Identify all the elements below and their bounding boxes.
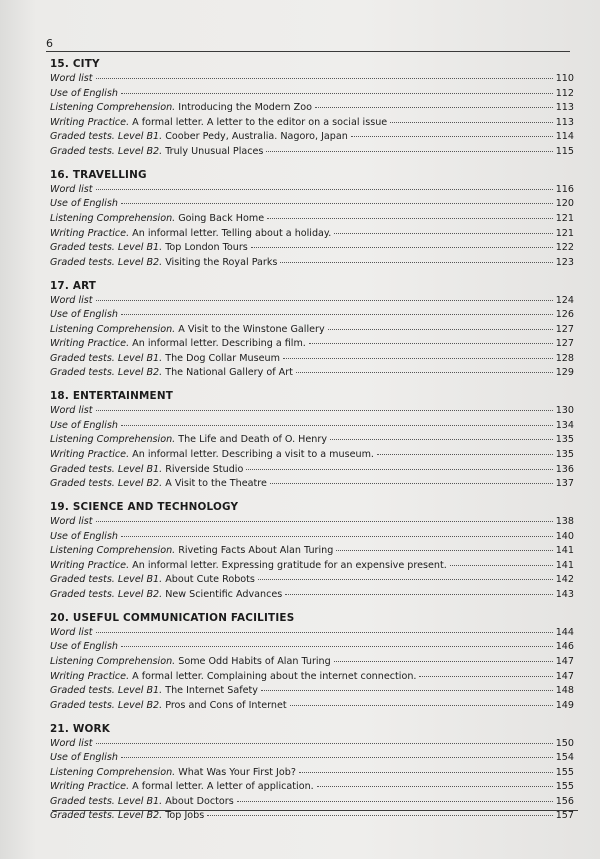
entry-title: A formal letter. Complaining about the internet connection.: [132, 670, 417, 682]
entry-kind: Word list: [50, 183, 93, 195]
entry-title: Riverside Studio: [165, 463, 244, 475]
entry-page-number: 157: [555, 810, 574, 822]
dot-leader: [237, 801, 553, 802]
toc-entry: [50, 655, 574, 670]
toc-entry: [50, 72, 574, 87]
entry-kind: Graded tests. Level B2: [50, 588, 160, 600]
entry-title: An informal letter. Telling about a holiday.: [132, 227, 332, 239]
entry-title: Some Odd Habits of Alan Turing: [178, 655, 331, 667]
section-title: 21. WORK: [50, 722, 110, 735]
entry-separator: .: [159, 242, 163, 254]
entry-kind: Listening Comprehension: [50, 212, 173, 224]
section-title: 17. ART: [50, 279, 97, 292]
toc-section: [50, 499, 574, 603]
entry-kind: Use of English: [50, 641, 118, 653]
toc-entry: [50, 670, 574, 685]
bottom-rule: [52, 810, 578, 811]
entry-kind: Word list: [50, 73, 93, 84]
toc-entry: [50, 256, 574, 271]
entry-separator: .: [172, 545, 176, 557]
entry-page-number: 141: [555, 559, 574, 571]
entry-title: Going Back Home: [178, 212, 265, 224]
toc-entry: [50, 515, 574, 530]
entry-title: Truly Unusual Places: [165, 145, 264, 157]
entry-separator: .: [159, 588, 163, 600]
entry-page-number: 149: [555, 699, 574, 711]
entry-kind: Graded tests. Level B1: [50, 574, 160, 586]
entry-kind: Use of English: [50, 309, 118, 321]
section-title: 18. ENTERTAINMENT: [50, 390, 174, 403]
toc-entry: [50, 116, 574, 131]
entry-kind: Listening Comprehension: [50, 323, 173, 335]
toc-section: [50, 167, 574, 271]
entry-separator: .: [159, 367, 163, 379]
entry-title: An informal letter. Expressing gratitude for an expensive present.: [132, 559, 447, 571]
entry-separator: .: [126, 559, 130, 571]
toc-entry: [50, 588, 574, 603]
dot-leader: [285, 594, 552, 595]
entry-title: Top London Tours: [165, 242, 248, 254]
toc-entry: [50, 477, 574, 492]
dot-leader: [270, 483, 553, 484]
entry-separator: .: [159, 810, 163, 822]
entry-title: About Doctors: [165, 795, 234, 807]
entry-title: What Was Your First Job?: [178, 766, 296, 778]
dot-leader: [96, 300, 553, 301]
entry-page-number: 115: [555, 145, 574, 157]
toc-entry: [50, 308, 574, 323]
entry-kind: Listening Comprehension: [50, 545, 173, 557]
entry-page-number: 122: [555, 242, 574, 254]
entry-kind: Listening Comprehension: [50, 102, 173, 114]
entry-page-number: 135: [555, 434, 574, 446]
dot-leader: [450, 565, 553, 566]
entry-title: An informal letter. Describing a visit to a museum.: [132, 449, 374, 461]
dot-leader: [419, 676, 552, 677]
entry-page-number: 141: [555, 545, 574, 557]
toc-entry: [50, 640, 574, 655]
entry-page-number: 126: [555, 309, 574, 321]
entry-page-number: 127: [555, 338, 574, 350]
entry-kind: Word list: [50, 294, 93, 306]
entry-page-number: 113: [555, 116, 574, 128]
toc-entry: [50, 294, 574, 309]
toc-entry: [50, 626, 574, 641]
toc-entry: [50, 337, 574, 352]
toc-entry: [50, 352, 574, 367]
dot-leader: [96, 78, 553, 79]
dot-leader: [121, 93, 553, 94]
entry-page-number: 156: [555, 795, 574, 807]
entry-separator: .: [126, 670, 130, 682]
toc-section: [50, 278, 574, 382]
entry-kind: Writing Practice: [50, 559, 127, 571]
entry-separator: .: [172, 655, 176, 667]
entry-kind: Word list: [50, 737, 93, 749]
toc-entry: [50, 780, 574, 795]
entry-kind: Writing Practice: [50, 449, 127, 461]
dot-leader: [283, 358, 553, 359]
entry-kind: Writing Practice: [50, 338, 127, 350]
entry-kind: Graded tests. Level B2: [50, 367, 160, 379]
dot-leader: [351, 136, 553, 137]
dot-leader: [328, 329, 553, 330]
entry-kind: Graded tests. Level B2: [50, 145, 160, 157]
entry-kind: Use of English: [50, 530, 118, 542]
entry-separator: .: [126, 338, 130, 350]
entry-page-number: 129: [555, 367, 574, 379]
entry-page-number: 130: [555, 405, 574, 417]
toc-entry: [50, 559, 574, 574]
dot-leader: [96, 410, 553, 411]
entry-title: Top Jobs: [165, 810, 205, 822]
entry-kind: Writing Practice: [50, 116, 127, 128]
dot-leader: [261, 690, 553, 691]
entry-page-number: 124: [555, 294, 574, 306]
entry-title: The Life and Death of O. Henry: [178, 434, 328, 446]
entry-separator: .: [172, 102, 176, 114]
entry-page-number: 155: [555, 781, 574, 793]
entry-page-number: 110: [555, 73, 574, 84]
dot-leader: [330, 439, 553, 440]
toc-entry: [50, 809, 574, 824]
dot-leader: [317, 786, 553, 787]
entry-page-number: 147: [555, 655, 574, 667]
table-of-contents: [50, 56, 574, 831]
entry-title: An informal letter. Describing a film.: [132, 338, 306, 350]
dot-leader: [296, 372, 553, 373]
dot-leader: [96, 632, 553, 633]
entry-page-number: 127: [555, 323, 574, 335]
entry-page-number: 112: [555, 87, 574, 99]
entry-page-number: 121: [555, 212, 574, 224]
dot-leader: [309, 343, 553, 344]
toc-section: [50, 388, 574, 492]
entry-separator: .: [159, 463, 163, 475]
entry-kind: Use of English: [50, 419, 118, 431]
entry-kind: Listening Comprehension: [50, 766, 173, 778]
dot-leader: [280, 262, 552, 263]
entry-page-number: 116: [555, 183, 574, 195]
entry-kind: Word list: [50, 626, 93, 638]
dot-leader: [246, 469, 552, 470]
toc-section: [50, 721, 574, 825]
dot-leader: [267, 218, 553, 219]
entry-title: A Visit to the Theatre: [165, 478, 267, 490]
entry-page-number: 148: [555, 685, 574, 697]
entry-separator: .: [159, 699, 163, 711]
entry-page-number: 134: [555, 419, 574, 431]
toc-entry: [50, 241, 574, 256]
entry-separator: .: [172, 766, 176, 778]
entry-page-number: 137: [555, 478, 574, 490]
toc-entry: [50, 197, 574, 212]
dot-leader: [299, 772, 553, 773]
entry-kind: Writing Practice: [50, 781, 127, 793]
toc-entry: [50, 323, 574, 338]
entry-page-number: 155: [555, 766, 574, 778]
entry-separator: .: [126, 781, 130, 793]
entry-kind: Use of English: [50, 752, 118, 764]
entry-kind: Graded tests. Level B2: [50, 478, 160, 490]
toc-entry: [50, 212, 574, 227]
toc-entry: [50, 699, 574, 714]
entry-kind: Graded tests. Level B1: [50, 242, 160, 254]
entry-kind: Graded tests. Level B1: [50, 131, 160, 143]
dot-leader: [266, 151, 552, 152]
toc-entry: [50, 404, 574, 419]
entry-page-number: 121: [555, 227, 574, 239]
dot-leader: [377, 454, 553, 455]
section-title: 19. SCIENCE AND TECHNOLOGY: [50, 501, 239, 513]
dot-leader: [121, 536, 553, 537]
entry-title: Introducing the Modern Zoo: [178, 102, 312, 114]
entry-separator: .: [159, 256, 163, 268]
toc-entry: [50, 751, 574, 766]
dot-leader: [390, 122, 552, 123]
toc-entry: [50, 101, 574, 116]
dot-leader: [251, 247, 553, 248]
toc-entry: [50, 87, 574, 102]
entry-separator: .: [126, 116, 130, 128]
toc-entry: [50, 463, 574, 478]
entry-title: The National Gallery of Art: [165, 367, 293, 379]
dot-leader: [207, 815, 552, 816]
entry-title: A formal letter. A letter to the editor on a social issue: [132, 116, 388, 128]
toc-entry: [50, 227, 574, 242]
entry-separator: .: [159, 145, 163, 157]
entry-title: About Cute Robots: [165, 574, 255, 586]
toc-entry: [50, 737, 574, 752]
entry-separator: .: [172, 323, 176, 335]
entry-page-number: 113: [555, 102, 574, 114]
entry-separator: .: [159, 574, 163, 586]
toc-entry: [50, 145, 574, 160]
toc-entry: [50, 544, 574, 559]
entry-kind: Graded tests. Level B2: [50, 699, 160, 711]
entry-page-number: 147: [555, 670, 574, 682]
entry-page-number: 146: [555, 641, 574, 653]
entry-kind: Graded tests. Level B1: [50, 463, 160, 475]
entry-kind: Word list: [50, 405, 93, 417]
entry-separator: .: [159, 478, 163, 490]
entry-kind: Use of English: [50, 198, 118, 210]
entry-separator: .: [126, 227, 130, 239]
toc-entry: [50, 684, 574, 699]
toc-entry: [50, 183, 574, 198]
entry-page-number: 154: [555, 752, 574, 764]
dot-leader: [121, 314, 553, 315]
dot-leader: [336, 550, 552, 551]
entry-kind: Graded tests. Level B1: [50, 795, 160, 807]
entry-separator: .: [172, 434, 176, 446]
entry-kind: Word list: [50, 516, 93, 527]
section-title: 16. TRAVELLING: [50, 168, 147, 181]
entry-page-number: 135: [555, 449, 574, 461]
entry-page-number: 114: [555, 131, 574, 143]
entry-separator: .: [159, 685, 163, 697]
entry-page-number: 136: [555, 463, 574, 475]
dot-leader: [96, 521, 553, 522]
entry-kind: Writing Practice: [50, 227, 127, 239]
entry-page-number: 138: [555, 516, 574, 527]
entry-separator: .: [159, 352, 163, 364]
toc-entry: [50, 530, 574, 545]
entry-page-number: 142: [555, 574, 574, 586]
entry-title: A Visit to the Winstone Gallery: [178, 323, 325, 335]
entry-separator: .: [159, 795, 163, 807]
entry-separator: .: [159, 131, 163, 143]
entry-separator: .: [126, 449, 130, 461]
dot-leader: [334, 661, 553, 662]
entry-kind: Use of English: [50, 87, 118, 99]
dot-leader: [334, 233, 552, 234]
dot-leader: [96, 189, 553, 190]
entry-title: A formal letter. A letter of application.: [132, 781, 314, 793]
entry-kind: Writing Practice: [50, 670, 127, 682]
toc-entry: [50, 433, 574, 448]
dot-leader: [121, 425, 553, 426]
entry-page-number: 150: [555, 737, 574, 749]
dot-leader: [121, 757, 553, 758]
entry-title: Riveting Facts About Alan Turing: [178, 545, 334, 557]
toc-entry: [50, 419, 574, 434]
entry-page-number: 128: [555, 352, 574, 364]
toc-section: [50, 56, 574, 160]
entry-page-number: 123: [555, 256, 574, 268]
top-rule: [46, 51, 570, 52]
entry-title: New Scientific Advances: [165, 588, 283, 600]
entry-page-number: 144: [555, 626, 574, 638]
entry-title: The Internet Safety: [165, 685, 258, 697]
toc-entry: [50, 448, 574, 463]
dot-leader: [290, 705, 553, 706]
page-number: 6: [46, 37, 53, 50]
dot-leader: [258, 579, 553, 580]
entry-page-number: 120: [555, 198, 574, 210]
section-title: 20. USEFUL COMMUNICATION FACILITIES: [50, 611, 295, 624]
entry-title: Pros and Cons of Internet: [165, 699, 287, 711]
entry-title: Coober Pedy, Australia. Nagoro, Japan: [165, 131, 348, 143]
entry-kind: Graded tests. Level B1: [50, 352, 160, 364]
dot-leader: [121, 203, 553, 204]
entry-separator: .: [172, 212, 176, 224]
entry-kind: Graded tests. Level B2: [50, 256, 160, 268]
toc-entry: [50, 766, 574, 781]
dot-leader: [121, 646, 553, 647]
entry-title: Visiting the Royal Parks: [165, 256, 278, 268]
dot-leader: [315, 107, 553, 108]
toc-entry: [50, 573, 574, 588]
entry-kind: Listening Comprehension: [50, 434, 173, 446]
toc-section: [50, 610, 574, 714]
entry-page-number: 140: [555, 530, 574, 542]
entry-kind: Graded tests. Level B2: [50, 810, 160, 822]
entry-kind: Listening Comprehension: [50, 655, 173, 667]
toc-entry: [50, 795, 574, 810]
entry-kind: Graded tests. Level B1: [50, 685, 160, 697]
toc-entry: [50, 366, 574, 381]
dot-leader: [96, 743, 553, 744]
entry-page-number: 143: [555, 588, 574, 600]
section-title: 15. CITY: [50, 58, 100, 70]
entry-title: The Dog Collar Museum: [165, 352, 280, 364]
toc-entry: [50, 130, 574, 145]
